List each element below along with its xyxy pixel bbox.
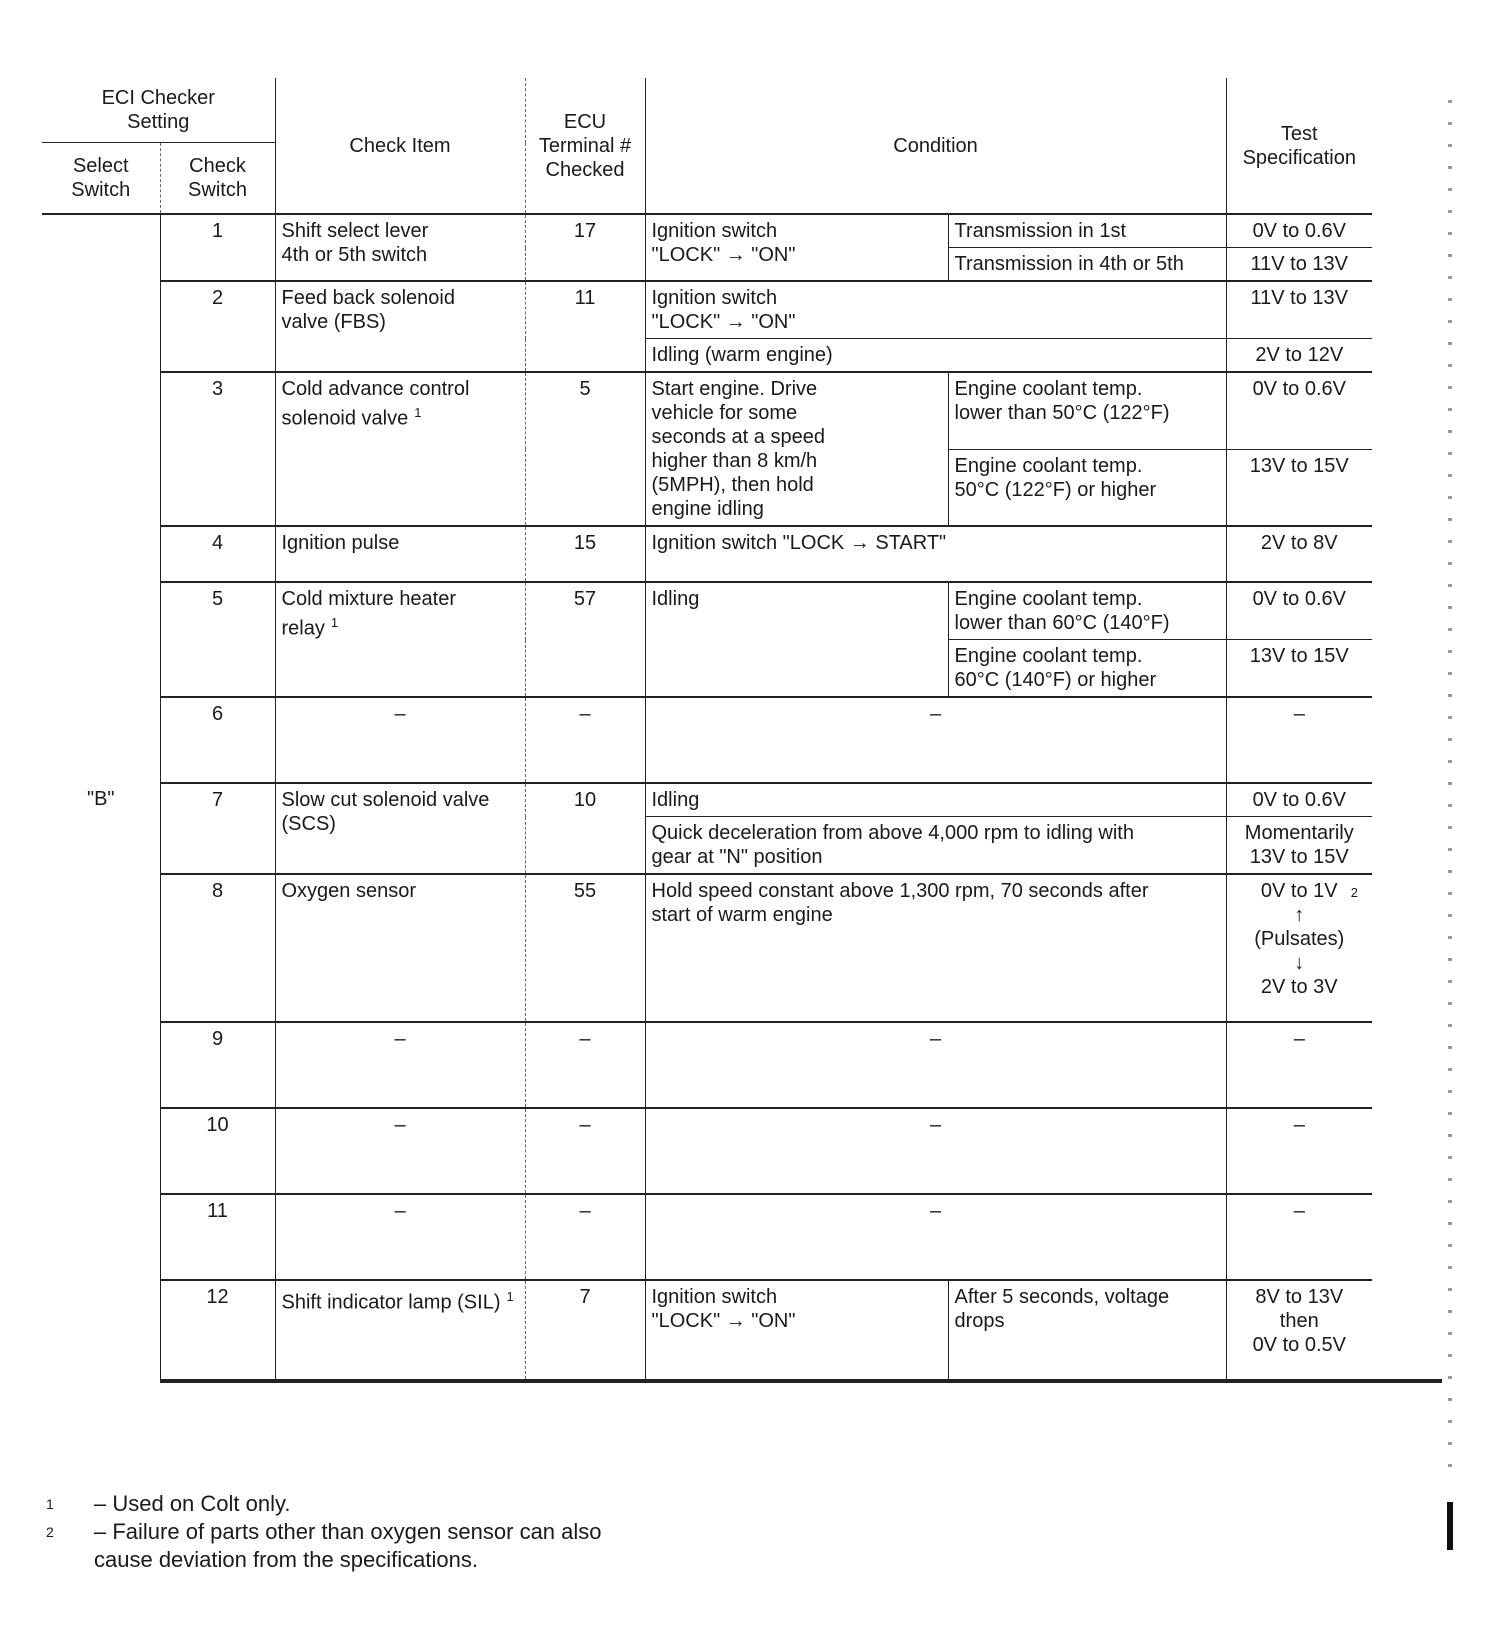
condition-detail-cell: Transmission in 1st (948, 214, 1226, 248)
ecu-terminal-cell: 57 (525, 582, 645, 697)
ecu-terminal-cell: 7 (525, 1280, 645, 1380)
condition-detail-cell: Transmission in 4th or 5th (948, 248, 1226, 282)
table-body (42, 214, 1442, 1382)
test-spec-text: Momentarily 13V to 15V (1244, 822, 1354, 868)
bottom-rule-cell (160, 1380, 1442, 1382)
footnote-1 (46, 1490, 846, 1518)
check-switch-cell: 7 (160, 783, 275, 874)
ecu-terminal-header: ECU Terminal # Checked (525, 78, 645, 214)
condition-detail-cell: Engine coolant temp. 60°C (140°F) or higher (948, 640, 1226, 698)
check-item-cell (275, 281, 525, 372)
test-spec-cell (1226, 1108, 1372, 1194)
check-item-text: – (394, 1114, 406, 1136)
check-item-cell (275, 214, 525, 281)
check-item-cell (275, 783, 525, 874)
footnotes (46, 1490, 846, 1574)
condition-cell: – (645, 1108, 1226, 1194)
test-spec-cell (1226, 783, 1372, 817)
check-switch-cell: 4 (160, 526, 275, 582)
check-item-cell (275, 874, 525, 1022)
table-row (42, 372, 1442, 449)
table-row (42, 281, 1442, 339)
ecu-terminal-cell: – (525, 1108, 645, 1194)
ecu-terminal-cell: 10 (525, 783, 645, 874)
check-switch-cell: 3 (160, 372, 275, 526)
eci-check-table (42, 78, 1442, 1478)
spec-table (42, 78, 1442, 1383)
footnote-2 (46, 1518, 846, 1574)
check-item-cell (275, 1108, 525, 1194)
table-row (42, 1108, 1442, 1194)
footnote-mark: 1 (46, 1496, 54, 1512)
condition-cell: Start engine. Drive vehicle for some seconds at a speed higher than 8 km/h (5MPH), then hold engine idling (645, 372, 948, 526)
ecu-terminal-cell: – (525, 1194, 645, 1280)
test-spec-text: 2V to 8V (1260, 532, 1338, 554)
check-item-text: Cold advance control solenoid valve (281, 378, 470, 430)
condition-detail-cell: Engine coolant temp. lower than 50°C (122°F) (948, 372, 1226, 449)
check-item-text: Oxygen sensor (281, 880, 417, 902)
select-switch-value: "B" (42, 214, 160, 1382)
test-spec-cell (1226, 1022, 1372, 1108)
test-spec-text: – (1293, 1114, 1305, 1136)
ecu-terminal-cell: – (525, 697, 645, 783)
check-switch-cell: 9 (160, 1022, 275, 1108)
test-spec-cell: 8V to 13V then 0V to 0.5V (1226, 1280, 1372, 1380)
test-spec-text: – (1293, 1200, 1305, 1222)
check-switch-header: Check Switch (160, 143, 275, 215)
ecu-terminal-cell: 15 (525, 526, 645, 582)
check-item-text: Shift indicator lamp (SIL) (281, 1291, 501, 1314)
ecu-terminal-cell: – (525, 1022, 645, 1108)
check-item-cell (275, 582, 525, 697)
check-switch-cell: 2 (160, 281, 275, 372)
condition-cell: – (645, 1194, 1226, 1280)
condition-header: Condition (645, 78, 1226, 214)
test-spec-text: 11V to 13V (1250, 287, 1348, 309)
test-spec-text: – (1293, 1028, 1305, 1050)
footnote-mark: 2 (46, 1524, 54, 1540)
condition-cell: Quick deceleration from above 4,000 rpm to idling with gear at "N" position (645, 817, 1226, 875)
check-item-header: Check Item (275, 78, 525, 214)
condition-cell: Hold speed constant above 1,300 rpm, 70 seconds after start of warm engine (645, 874, 1226, 1022)
test-spec-cell: 13V to 15V (1226, 449, 1372, 526)
check-item-text: Feed back solenoid valve (FBS) (281, 287, 455, 333)
test-spec-cell: 13V to 15V (1226, 640, 1372, 698)
condition-detail-cell: After 5 seconds, voltage drops (948, 1280, 1226, 1380)
condition-cell: Ignition switch "LOCK" → "ON" (645, 214, 948, 281)
check-switch-cell: 1 (160, 214, 275, 281)
check-item-text: Slow cut solenoid valve (SCS) (281, 789, 490, 835)
test-spec-cell (1226, 874, 1372, 1022)
condition-cell: Idling (645, 582, 948, 697)
check-item-text: Cold mixture heater relay (281, 588, 457, 640)
test-spec-cell: 0V to 0.6V (1226, 582, 1372, 640)
table-row (42, 1280, 1442, 1380)
check-switch-cell: 6 (160, 697, 275, 783)
scan-edge-marks (1448, 100, 1452, 1480)
test-spec-cell (1226, 1194, 1372, 1280)
condition-detail-cell: Engine coolant temp. 50°C (122°F) or higher (948, 449, 1226, 526)
test-spec-text: – (1293, 703, 1305, 725)
check-item-text: Ignition pulse (281, 532, 400, 554)
condition-cell: Ignition switch "LOCK" → "ON" (645, 281, 1226, 339)
select-switch-header: Select Switch (71, 155, 131, 201)
check-switch-cell: 11 (160, 1194, 275, 1280)
check-item-text: Shift select lever 4th or 5th switch (281, 220, 429, 266)
condition-cell: Ignition switch "LOCK → START" (645, 526, 1226, 582)
test-spec-cell (1226, 526, 1372, 582)
check-item-cell (275, 526, 525, 582)
ecu-terminal-cell: 11 (525, 281, 645, 372)
check-item-cell (275, 1022, 525, 1108)
test-spec-cell (1226, 697, 1372, 783)
check-item-cell (275, 372, 525, 526)
test-spec-text: 2V to 12V (1255, 344, 1344, 366)
table-row (42, 874, 1442, 1022)
test-spec-cell (1226, 817, 1372, 875)
check-switch-cell: 8 (160, 874, 275, 1022)
test-spec-cell (1226, 281, 1372, 339)
check-switch-cell: 10 (160, 1108, 275, 1194)
check-switch-cell: 12 (160, 1280, 275, 1380)
condition-cell: Idling (warm engine) (645, 339, 1226, 373)
check-switch-cell: 5 (160, 582, 275, 697)
table-bottom-rule (42, 1380, 1442, 1382)
test-spec-cell: 0V to 0.6V (1226, 214, 1372, 248)
ecu-terminal-cell: 55 (525, 874, 645, 1022)
test-spec-cell: 0V to 0.6V (1226, 372, 1372, 449)
table-row (42, 697, 1442, 783)
ecu-terminal-cell: 5 (525, 372, 645, 526)
check-item-cell (275, 1280, 525, 1380)
check-item-cell (275, 697, 525, 783)
test-spec-text: 0V to 1V ↑ (Pulsates) ↓ 2V to 3V (1254, 880, 1345, 998)
note-mark: 1 (330, 615, 339, 630)
table-row (42, 1022, 1442, 1108)
test-spec-cell (1226, 339, 1372, 373)
check-item-text: – (394, 1200, 406, 1222)
test-spec-cell: 11V to 13V (1226, 248, 1372, 282)
table-row (42, 214, 1442, 248)
condition-detail-cell: Engine coolant temp. lower than 60°C (140°F) (948, 582, 1226, 640)
footnote-text: – Used on Colt only. (94, 1491, 291, 1516)
test-spec-text: 0V to 0.6V (1252, 789, 1346, 811)
table-row (42, 783, 1442, 817)
condition-cell: – (645, 697, 1226, 783)
note-mark: 1 (506, 1289, 514, 1304)
test-spec-header: Test Specification (1226, 78, 1372, 214)
eci-checker-setting-header: ECI Checker Setting (42, 78, 275, 143)
note-mark: 1 (414, 405, 422, 420)
check-item-text: – (394, 1028, 406, 1050)
check-item-cell (275, 1194, 525, 1280)
condition-cell: Ignition switch "LOCK" → "ON" (645, 1280, 948, 1380)
check-item-text: – (394, 703, 406, 725)
table-row (42, 1194, 1442, 1280)
ecu-terminal-cell: 17 (525, 214, 645, 281)
table-row (42, 582, 1442, 640)
footnote-text: – Failure of parts other than oxygen sensor can also cause deviation from the specifications. (94, 1519, 602, 1572)
condition-cell: Idling (645, 783, 1226, 817)
scan-edge-bar (1447, 1502, 1453, 1550)
condition-cell: – (645, 1022, 1226, 1108)
table-row (42, 526, 1442, 582)
note-mark: 2 (1350, 885, 1359, 900)
